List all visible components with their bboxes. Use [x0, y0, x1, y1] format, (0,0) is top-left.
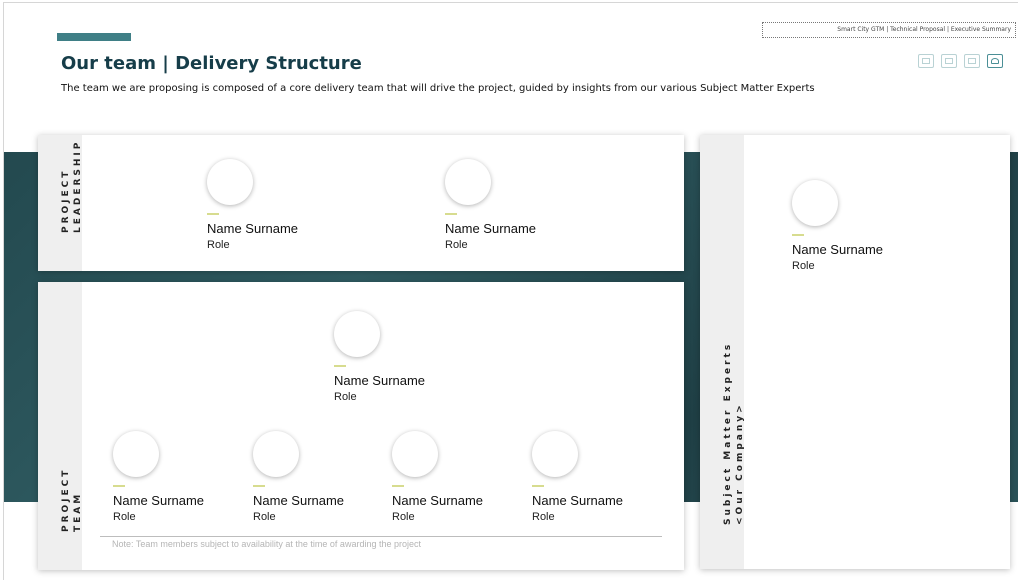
image-icon[interactable]	[964, 54, 980, 68]
accent-tick	[113, 485, 125, 487]
leadership-member	[445, 159, 585, 251]
team-member	[532, 431, 672, 523]
leadership-label: PROJECT LEADERSHIP	[61, 139, 83, 233]
avatar	[334, 311, 380, 357]
accent-tick	[253, 485, 265, 487]
folder-icon[interactable]	[918, 54, 934, 68]
member-role: Role	[334, 391, 357, 403]
accent-tick	[392, 485, 404, 487]
person-icon[interactable]	[987, 54, 1003, 68]
member-name: Name Surname	[792, 242, 884, 257]
member-role: Role	[392, 511, 415, 523]
page-title: Our team | Delivery Structure	[61, 53, 362, 74]
document-icon[interactable]	[941, 54, 957, 68]
team-member	[113, 431, 253, 523]
nav-icon-group	[918, 53, 1003, 69]
title-accent-bar	[57, 33, 131, 41]
avatar	[253, 431, 299, 477]
member-role: Role	[445, 239, 468, 251]
leadership-panel	[38, 135, 684, 271]
accent-tick	[792, 234, 804, 236]
avatar	[445, 159, 491, 205]
accent-tick	[207, 213, 219, 215]
member-role: Role	[207, 239, 230, 251]
breadcrumb: Smart City GTM | Technical Proposal | Executive Summary	[762, 22, 1016, 38]
member-name: Name Surname	[334, 373, 426, 388]
team-member	[392, 431, 532, 523]
team-lead	[334, 311, 474, 403]
member-name: Name Surname	[392, 493, 484, 508]
team-panel	[38, 282, 684, 570]
experts-panel	[700, 135, 1010, 569]
team-label: PROJECT TEAM	[61, 467, 83, 532]
avatar	[532, 431, 578, 477]
note-divider	[100, 536, 662, 537]
expert-member	[792, 180, 932, 272]
accent-tick	[334, 365, 346, 367]
member-name: Name Surname	[207, 221, 299, 236]
avatar	[113, 431, 159, 477]
page-subtitle: The team we are proposing is composed of a core delivery team that will drive the project, guided by insights from our various Subject Matter Experts	[61, 83, 815, 94]
member-name: Name Surname	[113, 493, 205, 508]
avatar	[207, 159, 253, 205]
avatar	[792, 180, 838, 226]
member-role: Role	[253, 511, 276, 523]
member-name: Name Surname	[445, 221, 537, 236]
experts-label: Subject Matter Experts <Our Company>	[723, 341, 745, 525]
team-label-bar	[38, 282, 82, 570]
member-name: Name Surname	[253, 493, 345, 508]
member-name: Name Surname	[532, 493, 624, 508]
accent-tick	[532, 485, 544, 487]
leadership-member	[207, 159, 347, 251]
member-role: Role	[792, 260, 815, 272]
avatar	[392, 431, 438, 477]
team-member	[253, 431, 393, 523]
leadership-label-bar	[38, 135, 82, 271]
member-role: Role	[532, 511, 555, 523]
availability-note: Note: Team members subject to availability at the time of awarding the project	[112, 539, 421, 549]
accent-tick	[445, 213, 457, 215]
experts-label-bar	[700, 135, 744, 569]
member-role: Role	[113, 511, 136, 523]
